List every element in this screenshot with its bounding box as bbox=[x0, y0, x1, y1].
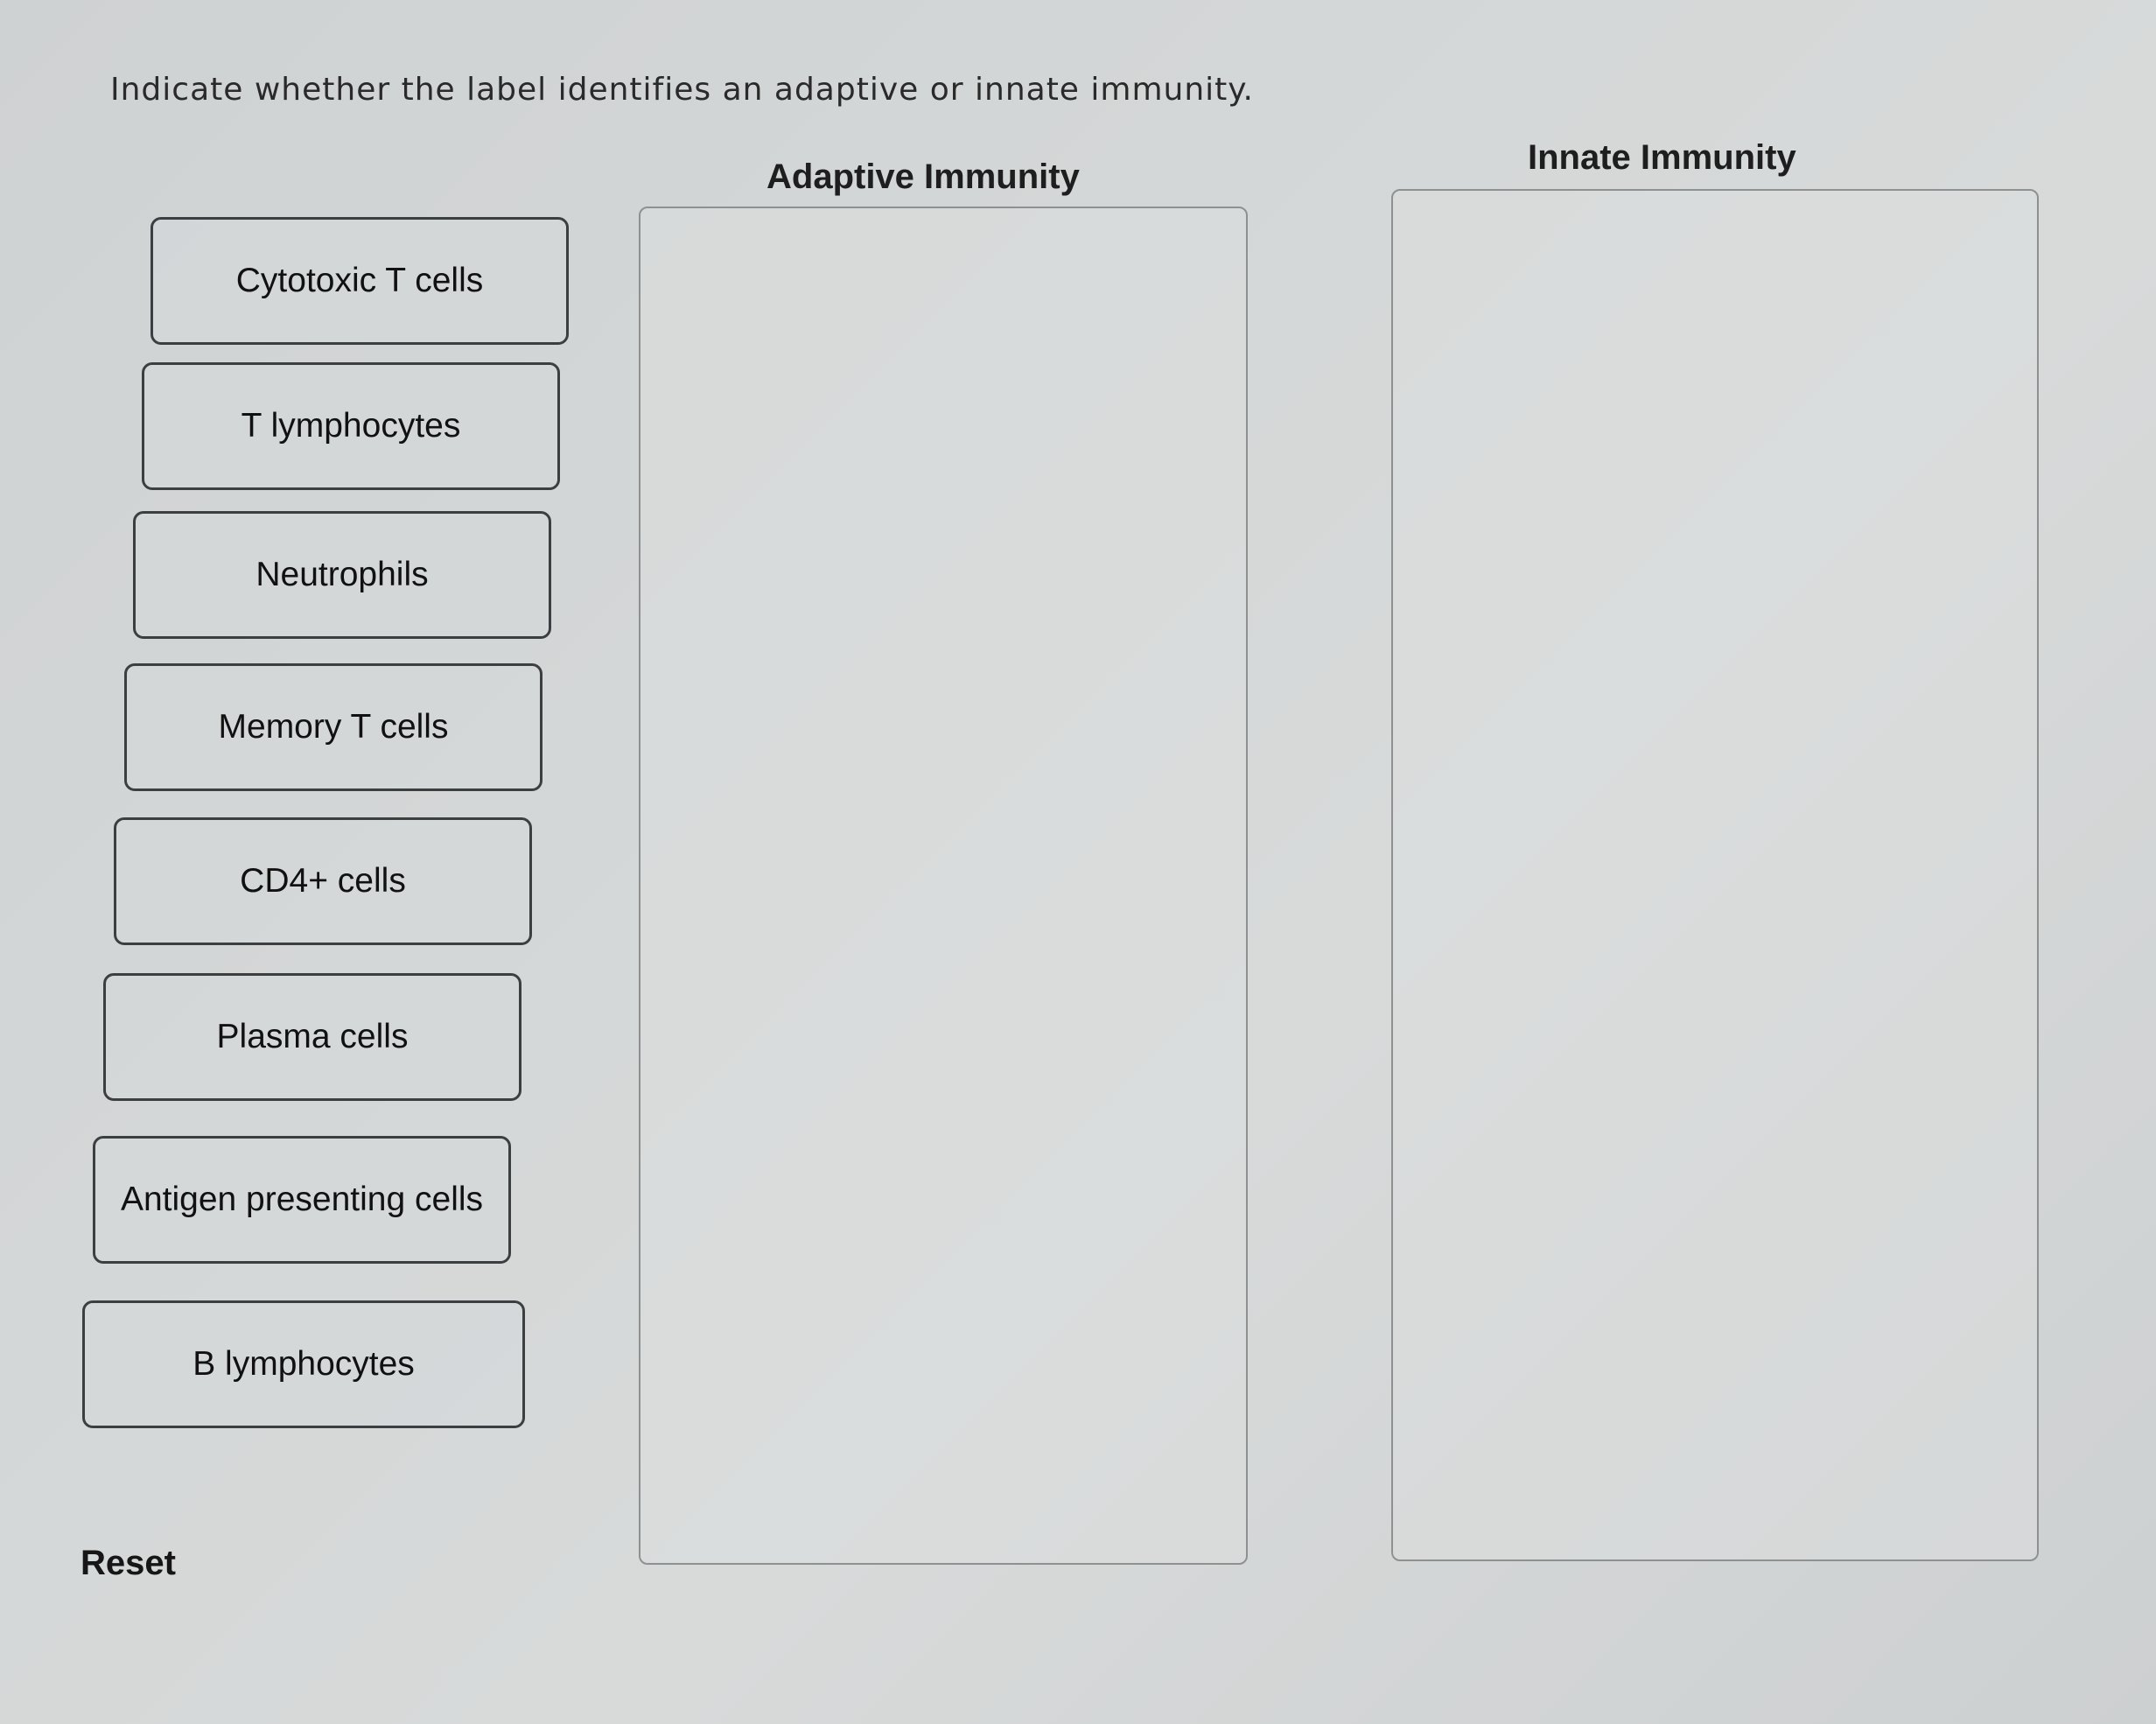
label-plasma-cells[interactable]: Plasma cells bbox=[103, 973, 522, 1101]
label-antigen-presenting-cells[interactable]: Antigen presenting cells bbox=[93, 1136, 511, 1264]
adaptive-immunity-drop-zone[interactable] bbox=[639, 207, 1248, 1565]
label-t-lymphocytes[interactable]: T lymphocytes bbox=[142, 362, 560, 490]
label-cytotoxic-t-cells[interactable]: Cytotoxic T cells bbox=[150, 217, 569, 345]
innate-immunity-title: Innate Immunity bbox=[1528, 138, 1796, 177]
label-memory-t-cells[interactable]: Memory T cells bbox=[124, 663, 542, 791]
innate-immunity-drop-zone[interactable] bbox=[1391, 189, 2039, 1561]
adaptive-immunity-title: Adaptive Immunity bbox=[766, 158, 1080, 196]
reset-button[interactable]: Reset bbox=[80, 1544, 176, 1582]
label-b-lymphocytes[interactable]: B lymphocytes bbox=[82, 1300, 525, 1428]
label-neutrophils[interactable]: Neutrophils bbox=[133, 511, 551, 639]
label-cd4-cells[interactable]: CD4+ cells bbox=[114, 817, 532, 945]
instruction-text: Indicate whether the label identifies an adaptive or innate immunity. bbox=[110, 72, 1254, 108]
